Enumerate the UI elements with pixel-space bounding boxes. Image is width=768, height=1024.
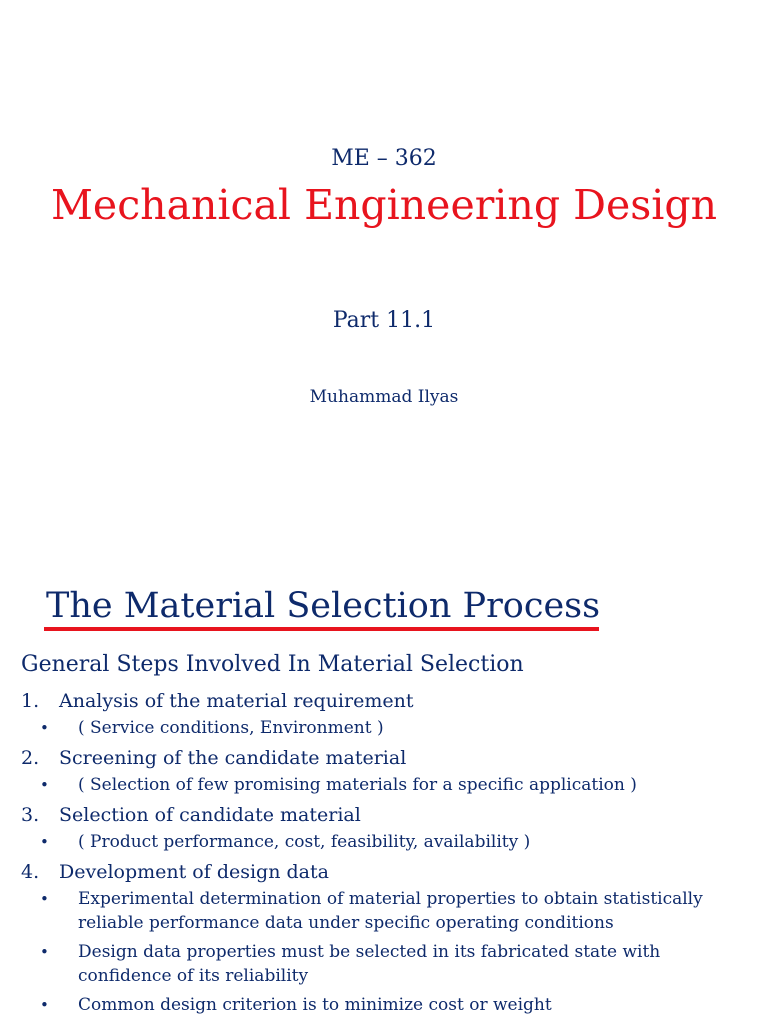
sub-text: ( Selection of few promising materials for a specific application ) <box>78 775 637 795</box>
steps-list <box>21 688 751 1022</box>
sub-text: Experimental determination of material properties to obtain statistically reliable performance data under specific operating conditions <box>78 889 703 933</box>
sub-list <box>21 716 751 740</box>
step-number: 2. <box>21 747 40 769</box>
step-item <box>21 859 751 885</box>
part-number: Part 11.1 <box>332 308 436 333</box>
sub-item <box>21 716 751 740</box>
sub-item <box>21 887 751 935</box>
step-label: Screening of the candidate material <box>59 747 407 769</box>
bullet-icon: • <box>40 996 49 1014</box>
sub-list <box>21 773 751 797</box>
step-item <box>21 802 751 828</box>
bullet-icon: • <box>40 890 49 908</box>
sub-text: ( Product performance, cost, feasibility, availability ) <box>78 832 531 852</box>
author-name: Muhammad Ilyas <box>309 387 459 407</box>
steps-heading: General Steps Involved In Material Selection <box>21 652 524 677</box>
step-label: Development of design data <box>59 861 329 883</box>
content-slide <box>0 560 768 1024</box>
sub-item <box>21 940 751 988</box>
slide-title: The Material Selection Process <box>46 586 601 626</box>
sub-list <box>21 887 751 1017</box>
course-title: Mechanical Engineering Design <box>50 181 718 229</box>
step-label: Analysis of the material requirement <box>59 690 414 712</box>
sub-item <box>21 993 751 1017</box>
step-number: 3. <box>21 804 40 826</box>
step-label: Selection of candidate material <box>59 804 361 826</box>
step-number: 1. <box>21 690 40 712</box>
sub-list <box>21 830 751 854</box>
bullet-icon: • <box>40 776 49 794</box>
sub-item <box>21 773 751 797</box>
step-number: 4. <box>21 861 40 883</box>
course-code: ME – 362 <box>331 146 437 171</box>
title-underline <box>44 627 599 631</box>
sub-text: ( Service conditions, Environment ) <box>78 718 384 738</box>
sub-text: Design data properties must be selected in its fabricated state with confidence of its reliability <box>78 942 661 986</box>
bullet-icon: • <box>40 719 49 737</box>
step-item <box>21 745 751 771</box>
sub-item <box>21 830 751 854</box>
bullet-icon: • <box>40 833 49 851</box>
bullet-icon: • <box>40 943 49 961</box>
sub-text: Common design criterion is to minimize cost or weight <box>78 995 552 1015</box>
step-item <box>21 688 751 714</box>
